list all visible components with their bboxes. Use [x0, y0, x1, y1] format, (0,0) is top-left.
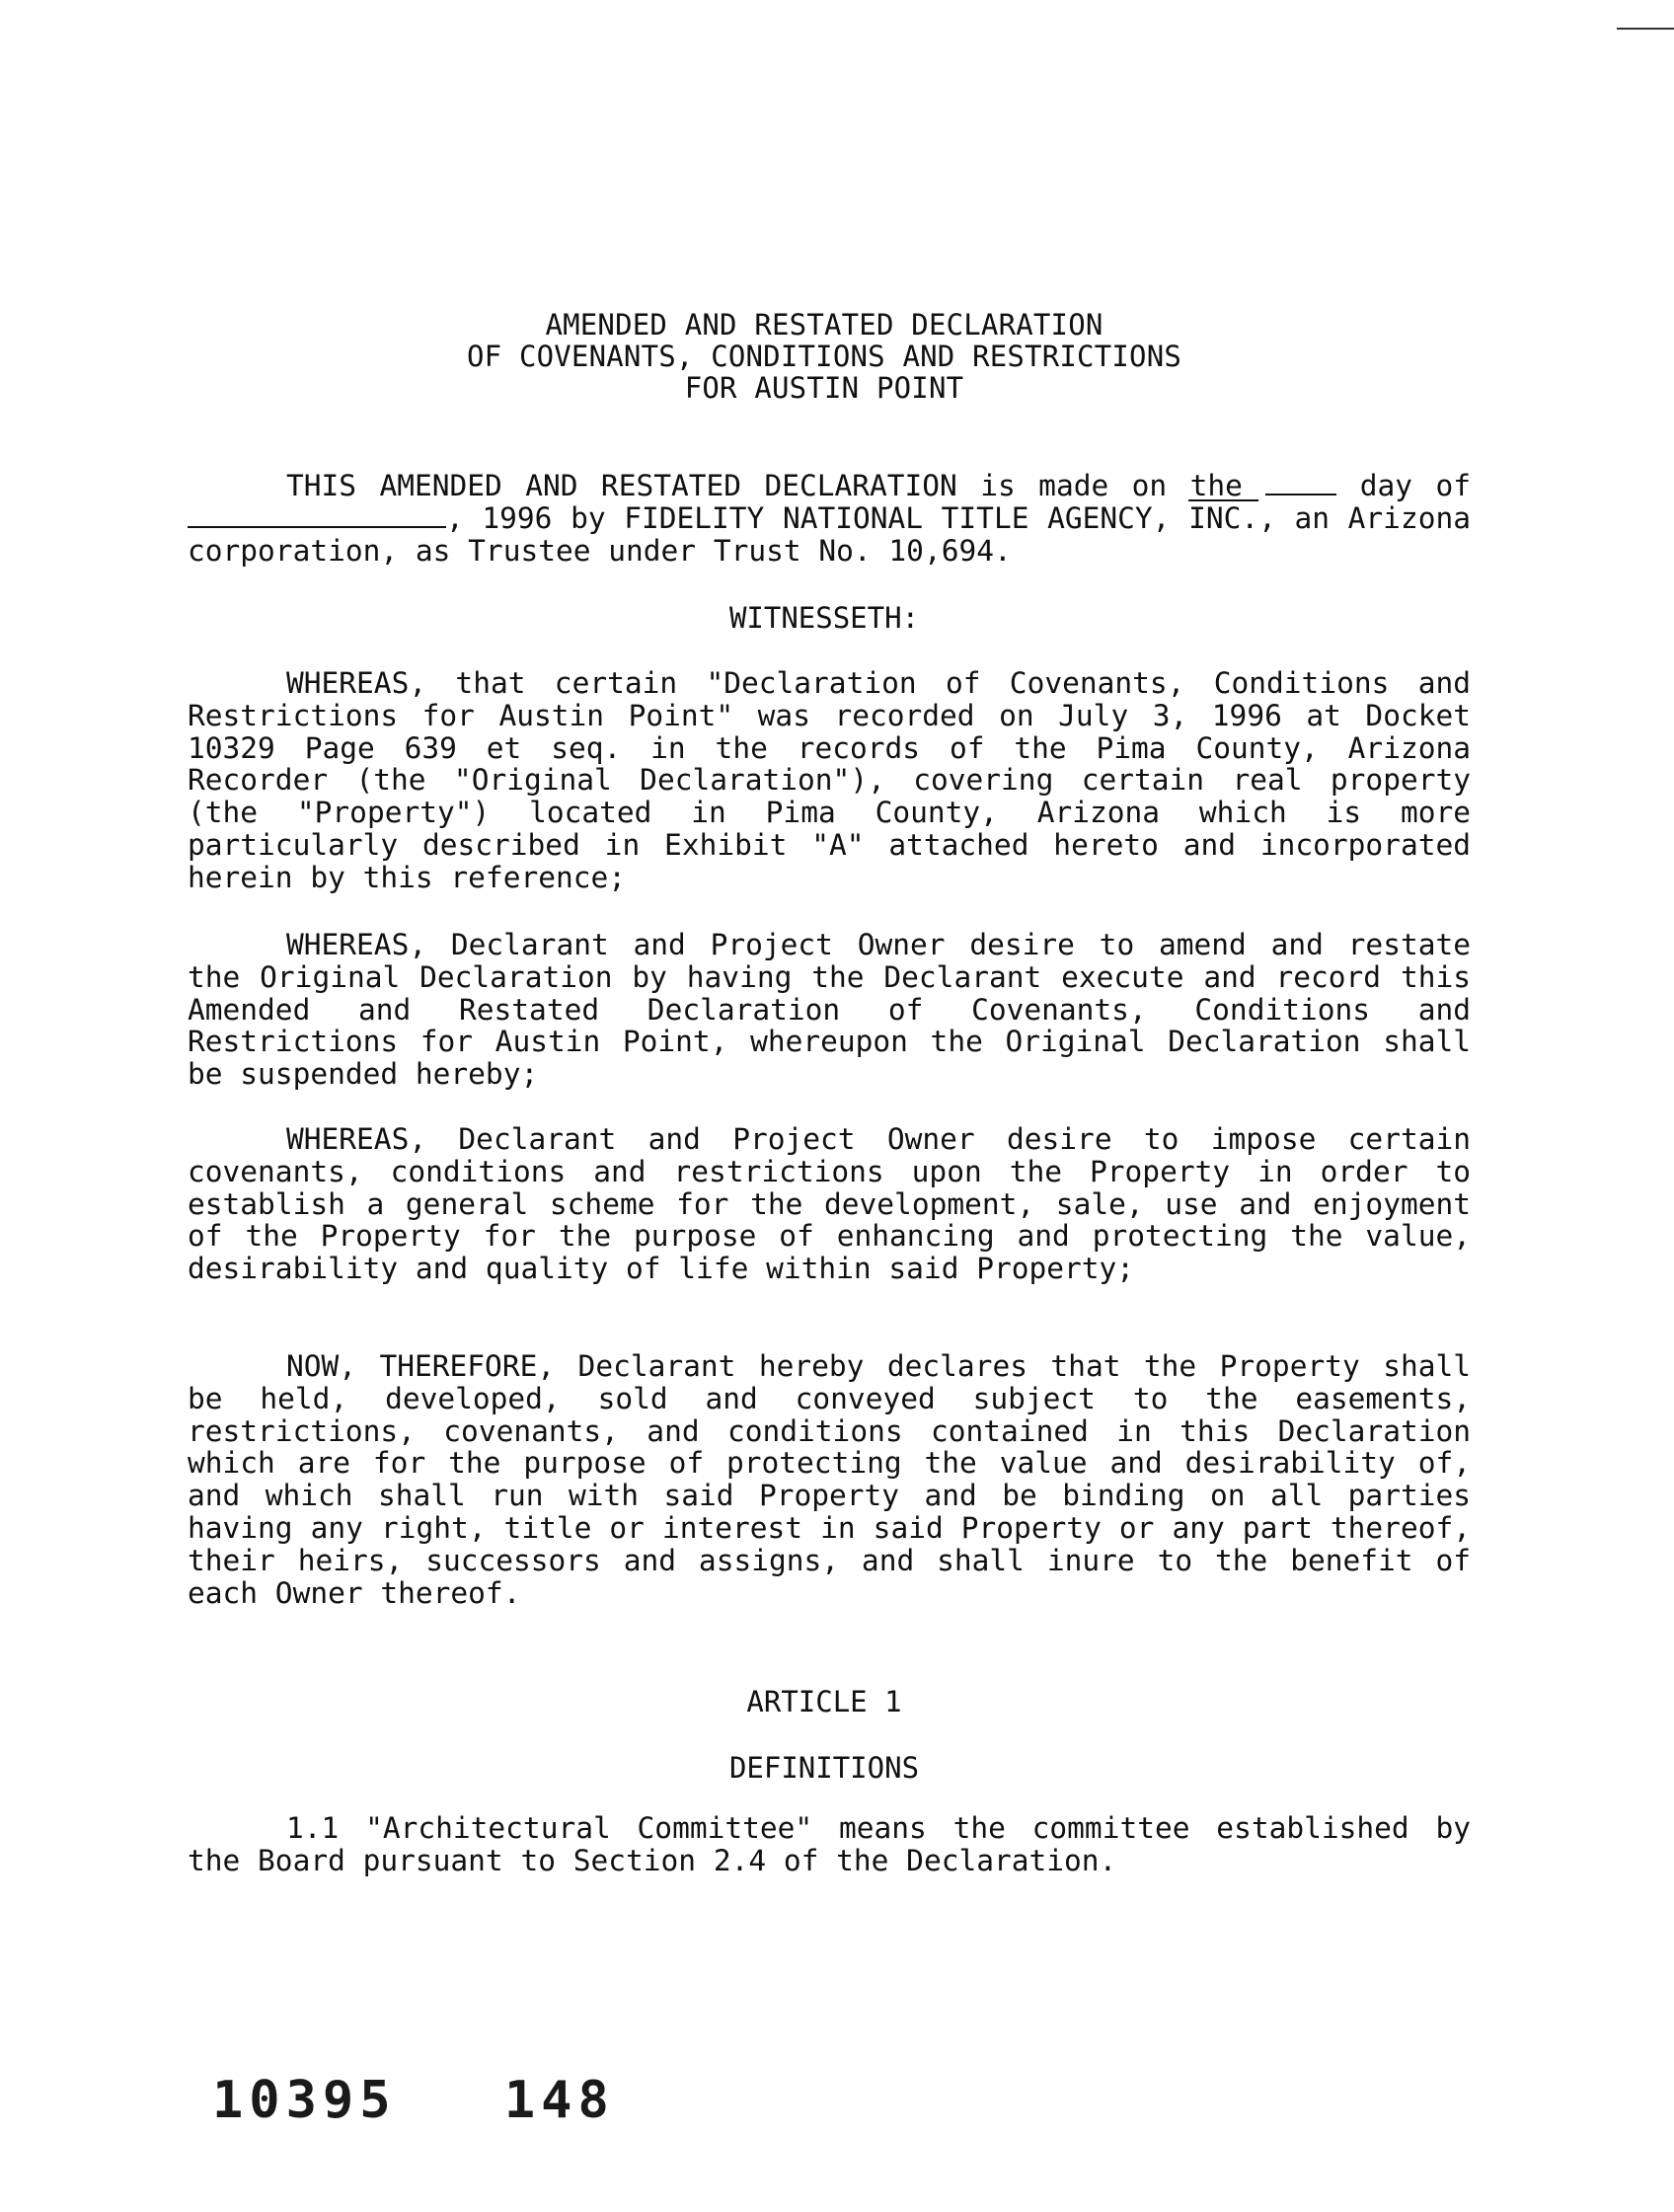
whereas-paragraph-2 [188, 929, 1471, 1091]
whereas-2-text: WHEREAS, Declarant and Project Owner desire to amend and restate the Original Declaration by having the Declarant execute and record this Amended and Restated Declaration of Covenants, Conditions and Restrictions for Austin Point, whereupon the Original Declaration shall be suspended hereby; [188, 928, 1471, 1092]
day-blank-line [1265, 474, 1336, 496]
intro-text-2: day of [1359, 469, 1471, 502]
section-1-1-text: 1.1 "Architectural Committee" means the committee established by the Board pursuant to Section 2.4 of the Declaration. [188, 1811, 1471, 1877]
title-line-1: AMENDED AND RESTATED DECLARATION [545, 308, 1103, 342]
intro-text-3: , 1996 by FIDELITY NATIONAL TITLE AGENCY, [446, 500, 1171, 535]
page-number: 148 [503, 2071, 615, 2130]
docket-page-stamp [212, 2071, 615, 2130]
document-title [0, 309, 1648, 404]
whereas-1-text: WHEREAS, that certain "Declaration of Covenants, Conditions and Restrictions for Austin Point" was recorded on July 3, 1996 at Docket 10329 Page 639 et seq. in the records of the Pima County, Arizona Recorder (the "Original Declaration"), covering certain real property (the "Property") located in Pima County, Arizona which is more particularly described in Exhibit "A" attached hereto and incorporated herein by this reference; [188, 666, 1471, 894]
title-line-3: FOR AUSTIN POINT [684, 371, 964, 405]
now-therefore-text: NOW, THEREFORE, Declarant hereby declares that the Property shall be held, developed, sold and conveyed subject to the easements, restrictions, covenants, and conditions contained in this Declaration which are for the purpose of protecting the value and desirability of, and which shall run with said Property and be binding on all parties having any right, title or interest in said Property or any part thereof, their heirs, successors and assigns, and shall inure to the benefit of each Owner thereof. [188, 1349, 1471, 1610]
now-therefore-paragraph [188, 1350, 1471, 1609]
docket-number: 10395 [212, 2071, 397, 2130]
article-heading: DEFINITIONS [728, 1751, 920, 1785]
month-blank-line [188, 506, 446, 528]
whereas-paragraph-3 [188, 1123, 1471, 1285]
inc-text: INC. [1188, 500, 1259, 535]
witnesseth-heading: WITNESSETH: [728, 601, 920, 635]
whereas-paragraph-1 [188, 667, 1471, 894]
article-number: ARTICLE 1 [746, 1685, 902, 1718]
section-1-1-paragraph [188, 1812, 1471, 1877]
intro-paragraph [188, 470, 1471, 567]
title-line-2: OF COVENANTS, CONDITIONS AND RESTRICTIONS [466, 340, 1182, 373]
whereas-3-text: WHEREAS, Declarant and Project Owner desire to impose certain covenants, conditions and restrictions upon the Property in order to establish a general scheme for the development, sale, use and enjoyment of the Property for the purpose of enhancing and protecting the value, desirability and quality of life within said Property; [188, 1122, 1471, 1286]
intro-text-4: , an Arizona corporation, as Trustee under Trust No. 10,694. [188, 500, 1471, 568]
intro-text-1: THIS AMENDED AND RESTATED DECLARATION is made on the [286, 469, 1243, 502]
